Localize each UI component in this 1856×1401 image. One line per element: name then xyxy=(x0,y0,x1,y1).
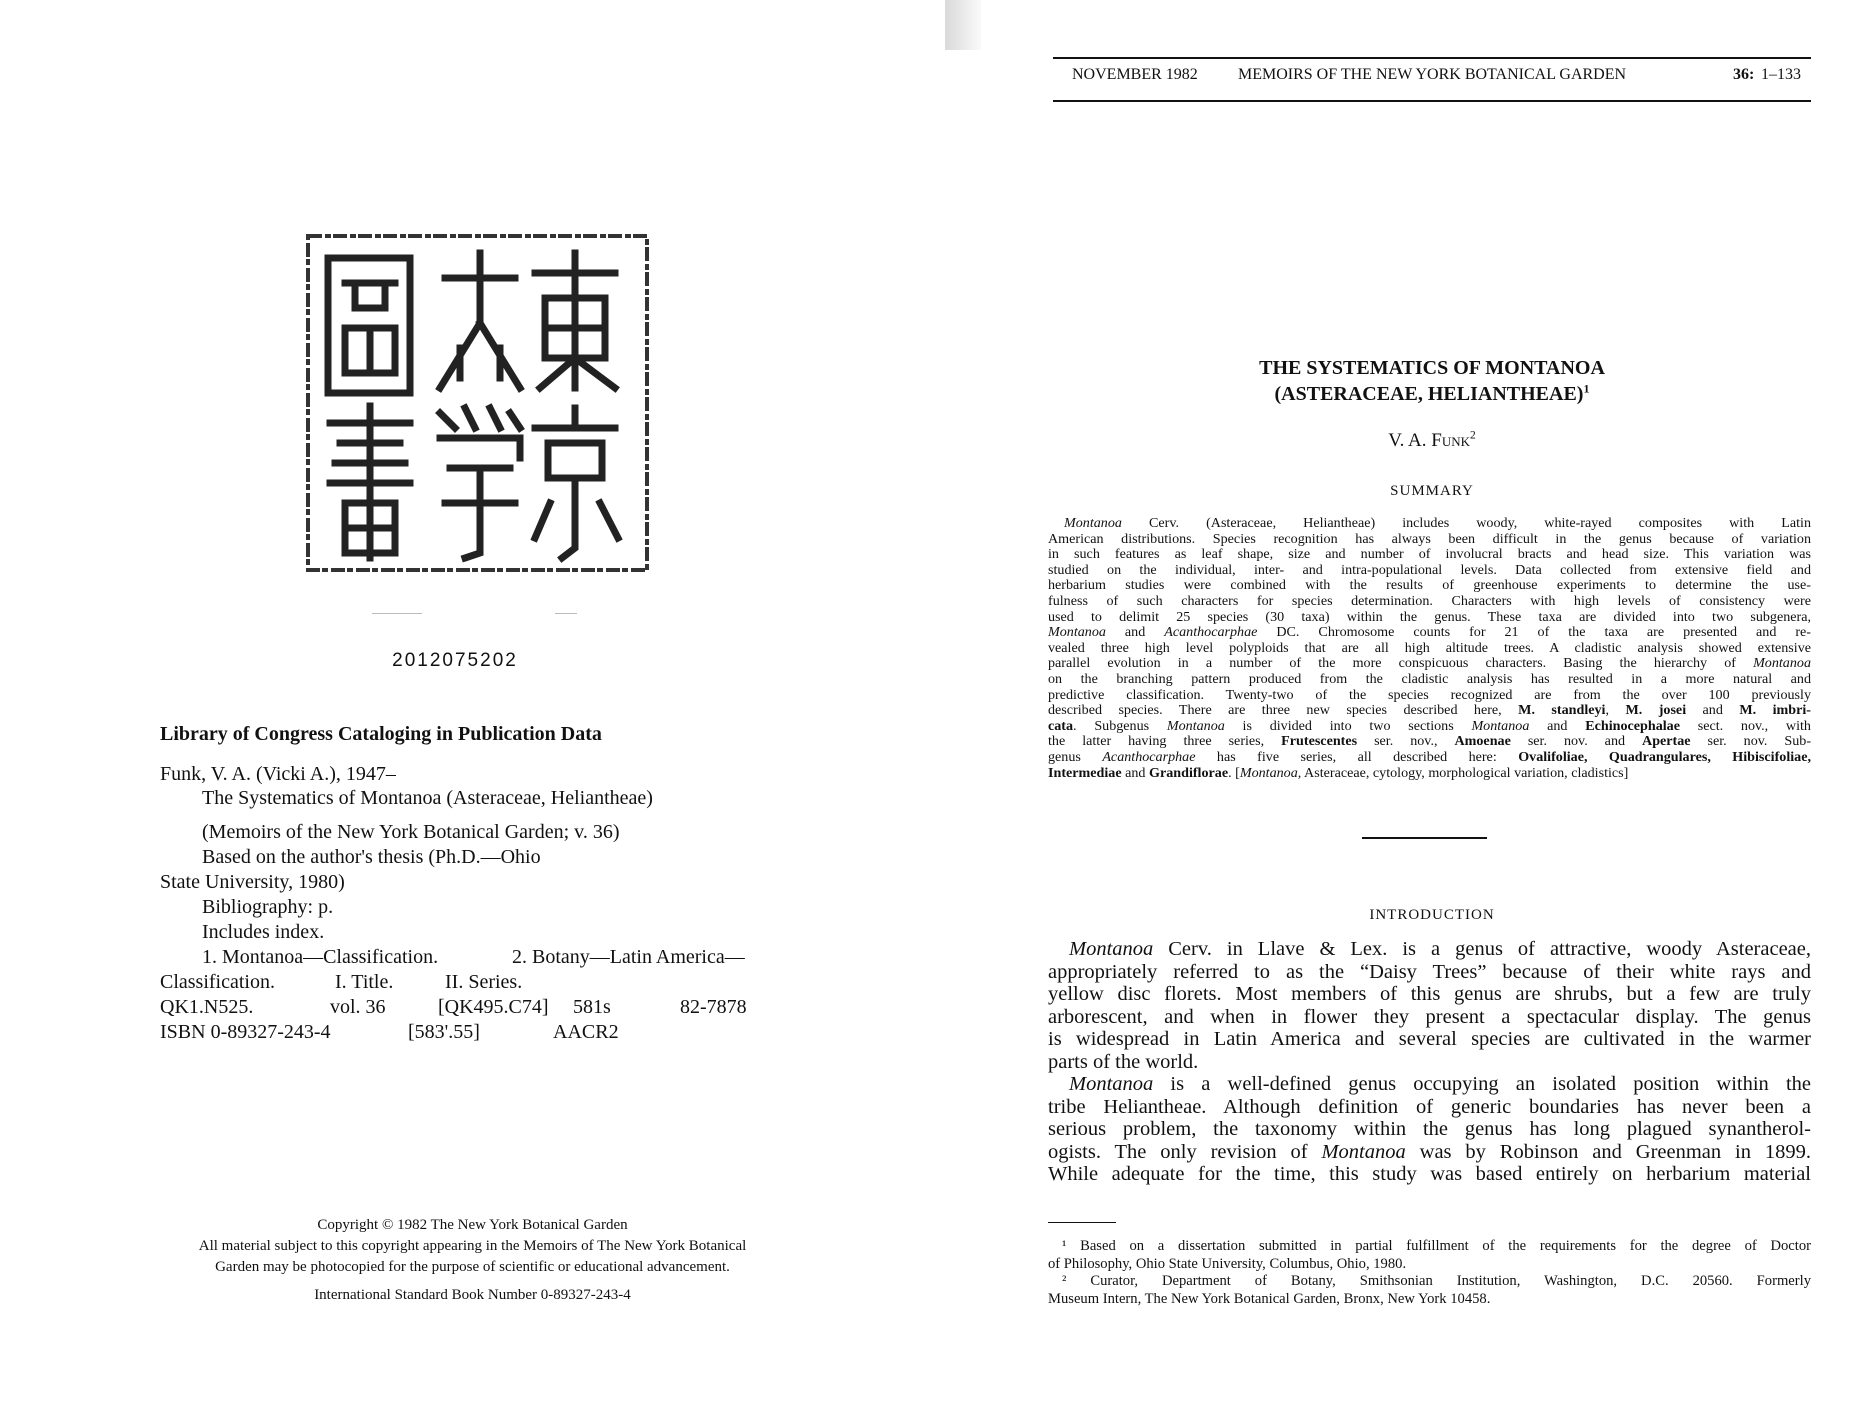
text-run: on the branching pattern produced from the cladistic analysis has resulted in a more natural and xyxy=(1048,670,1811,687)
catalog-line: The Systematics of Montanoa (Asteraceae, Heliantheae) xyxy=(202,787,653,809)
catalog-line: (Memoirs of the New York Botanical Garden; v. 36) xyxy=(202,821,620,843)
header-journal: MEMOIRS OF THE NEW YORK BOTANICAL GARDEN xyxy=(1238,66,1627,83)
bold-text: Intermediae xyxy=(1048,764,1122,781)
italic-text: Montanoa xyxy=(1166,717,1225,734)
copyright-line: Garden may be photocopied for the purpose of scientific or educational advancement. xyxy=(215,1259,730,1275)
intro-line xyxy=(1048,1141,1811,1164)
text-run: . [ xyxy=(1228,764,1240,781)
bold-text: cata xyxy=(1048,717,1074,734)
intro-line xyxy=(1048,983,1811,1006)
article-title xyxy=(1053,355,1811,407)
intro-line xyxy=(1048,1163,1811,1186)
text-run: . Subgenus xyxy=(1073,717,1167,734)
catalog-line: vol. 36 xyxy=(330,996,386,1018)
title-footnote-mark: 1 xyxy=(1583,381,1590,396)
bold-text: Ovalifoliae, Quadrangulares, Hibiscifoliae, xyxy=(1518,748,1811,765)
text-run: Cerv. (Asteraceae, Heliantheae) includes woody, white-rayed composites with Latin xyxy=(1121,515,1811,531)
catalog-line: Classification. xyxy=(160,971,275,993)
catalog-line: 1. Montanoa—Classification. xyxy=(202,946,439,968)
header-rule-bottom xyxy=(1053,100,1811,102)
bold-text: Echinocephalae xyxy=(1585,717,1680,734)
library-seal-stamp xyxy=(300,228,655,578)
catalog-line: Bibliography: p. xyxy=(202,896,334,918)
bold-text: Apertae xyxy=(1642,733,1691,750)
text-run: ser. nov. Sub- xyxy=(1690,733,1812,750)
author-initials: V. A. xyxy=(1388,430,1432,451)
intro-line xyxy=(1048,1096,1811,1119)
intro-line xyxy=(1048,1118,1811,1141)
intro-line xyxy=(1048,961,1811,984)
text-run: is divided into two sections xyxy=(1224,717,1472,734)
bold-text: Amoenae xyxy=(1454,733,1511,750)
catalog-line: State University, 1980) xyxy=(160,871,345,893)
summary-line xyxy=(1048,672,1811,688)
fn-line xyxy=(1048,1256,1811,1274)
text-run: used to delimit 25 species (30 taxa) within the genus. These taxa are divided into two subgenera, xyxy=(1048,608,1811,625)
text-run: ¹ Based on a dissertation submitted in partial fulfillment of the requirements for the degree of Doctor xyxy=(1062,1238,1811,1254)
bold-text: M. standleyi xyxy=(1518,702,1606,719)
catalog-line: 82-7878 xyxy=(680,996,747,1018)
catalog-line: Includes index. xyxy=(202,921,325,943)
text-run: and xyxy=(1121,764,1149,781)
text-run: Asteraceae, cytology, morphological variation, cladistics] xyxy=(1301,764,1629,781)
intro-line xyxy=(1048,938,1811,961)
catalog-line: II. Series. xyxy=(445,971,523,993)
title-line-2-text: (ASTERACEAE, HELIANTHEAE) xyxy=(1274,383,1584,405)
text-run: parallel evolution in a number of the more conspicuous characters. Basing the hierarchy of xyxy=(1048,655,1754,672)
text-run: the latter having three series, xyxy=(1048,733,1282,750)
catalog-line: AACR2 xyxy=(553,1021,619,1043)
text-run: is widespread in Latin America and several species are cultivated in the warmer xyxy=(1048,1028,1811,1050)
catalog-line: Funk, V. A. (Vicki A.), 1947– xyxy=(160,763,396,785)
call-number: 2012075202 xyxy=(392,650,518,671)
bold-text: M. imbri- xyxy=(1739,702,1811,719)
italic-text: Montanoa, xyxy=(1239,764,1302,781)
text-run: and xyxy=(1529,717,1586,734)
author-footnote-mark: 2 xyxy=(1469,429,1476,442)
summary-line xyxy=(1048,719,1811,735)
intro-line xyxy=(1048,1028,1811,1051)
copyright-line: Copyright © 1982 The New York Botanical Garden xyxy=(317,1217,628,1233)
bold-text: Grandiflorae xyxy=(1149,764,1229,781)
text-run: and xyxy=(1686,702,1740,719)
isbn-line: International Standard Book Number 0-89327-243-4 xyxy=(314,1287,631,1303)
text-run: studied on the individual, inter- and intra-populational levels. Data collected from extensive field and xyxy=(1048,561,1811,578)
catalog-line: I. Title. xyxy=(335,971,394,993)
summary-line xyxy=(1048,703,1811,719)
catalog-line: Based on the author's thesis (Ph.D.—Ohio xyxy=(202,846,541,868)
italic-text: Montanoa xyxy=(1069,1073,1154,1095)
text-run: Cerv. in Llave & Lex. is a genus of attractive, woody Asteraceae, xyxy=(1153,938,1811,960)
text-run: , xyxy=(1605,702,1626,719)
seal-graphic xyxy=(300,228,655,578)
header-volume: 36: xyxy=(1733,66,1755,83)
bold-text: Frutescentes xyxy=(1281,733,1358,750)
summary-line xyxy=(1048,563,1811,579)
text-run: sect. nov., with xyxy=(1679,717,1811,734)
italic-text: Acanthocarphae xyxy=(1102,748,1196,765)
author-surname: Funk xyxy=(1431,430,1470,451)
introduction-heading: INTRODUCTION xyxy=(1369,907,1495,923)
summary-line xyxy=(1048,734,1811,750)
text-run: vealed three high level polyploids that are all high altitude trees. A cladistic analysis showed extensive xyxy=(1048,639,1811,656)
summary-line xyxy=(1048,532,1811,548)
catalog-line: ISBN 0-89327-243-4 xyxy=(160,1021,331,1043)
page-gutter-shadow xyxy=(945,0,981,50)
catalog-line: 2. Botany—Latin America— xyxy=(512,946,745,968)
fn-line xyxy=(1048,1273,1811,1291)
text-run: predictive classification. Twenty-two of the species recognized are from the over 100 previously xyxy=(1048,686,1811,703)
catalog-line: [QK495.C74] xyxy=(438,996,549,1018)
text-run: arborescent, and when in flower they present a spectacular display. The genus xyxy=(1048,1005,1811,1028)
copyright-line: All material subject to this copyright appearing in the Memoirs of The New York Botanical xyxy=(198,1238,747,1254)
italic-text: Acanthocarphae xyxy=(1164,624,1258,641)
summary-heading: SUMMARY xyxy=(1390,483,1474,499)
text-run: of Philosophy, Ohio State University, Columbus, Ohio, 1980. xyxy=(1048,1255,1407,1272)
catalog-line: 581s xyxy=(573,996,611,1018)
text-run: ser. nov., xyxy=(1357,733,1455,750)
footnotes xyxy=(1048,1238,1811,1308)
text-run: and xyxy=(1105,624,1165,641)
fn-line xyxy=(1048,1291,1811,1309)
seal-dash-left xyxy=(372,613,422,614)
text-run: in such features as leaf shape, size and number of involucral bracts and head size. This variation was xyxy=(1048,546,1811,563)
catalog-line: [583'.55] xyxy=(408,1021,480,1043)
text-run: ser. nov. and xyxy=(1510,733,1643,750)
summary-line xyxy=(1048,516,1811,532)
header-pages: 1–133 xyxy=(1761,66,1801,83)
text-run: American distributions. Species recognition has always been difficult in the genus because of variation xyxy=(1048,530,1811,547)
summary-line xyxy=(1048,641,1811,657)
text-run: was by Robinson and Greenman in 1899. xyxy=(1405,1140,1811,1163)
summary-line xyxy=(1048,656,1811,672)
text-run: DC. Chromosome counts for 21 of the taxa are presented and re- xyxy=(1257,624,1811,641)
seal-dash-right xyxy=(555,613,577,614)
intro-line xyxy=(1048,1051,1811,1074)
text-run: herbarium studies were combined with the results of greenhouse experiments to determine the use- xyxy=(1048,577,1811,594)
cataloging-heading: Library of Congress Cataloging in Publication Data xyxy=(160,723,602,745)
text-run: fulness of such characters for species determination. Characters with high levels of consistency were xyxy=(1048,592,1811,609)
italic-text: Montanoa xyxy=(1064,515,1122,531)
header-rule-top xyxy=(1053,57,1811,59)
summary-line xyxy=(1048,766,1811,782)
catalog-line: QK1.N525. xyxy=(160,996,254,1018)
section-separator xyxy=(1362,837,1487,839)
text-run: genus xyxy=(1048,748,1103,765)
title-line-1: THE SYSTEMATICS OF MONTANOA xyxy=(1259,357,1605,379)
italic-text: Montanoa xyxy=(1048,624,1106,641)
author-byline xyxy=(1053,430,1811,452)
summary-line xyxy=(1048,547,1811,563)
intro-line xyxy=(1048,1006,1811,1029)
italic-text: Montanoa xyxy=(1069,938,1154,960)
summary-line xyxy=(1048,625,1811,641)
text-run: described species. There are three new species described here, xyxy=(1048,702,1519,719)
header-date: NOVEMBER 1982 xyxy=(1072,66,1198,83)
summary-line xyxy=(1048,578,1811,594)
text-run: While adequate for the time, this study was based entirely on herbarium material xyxy=(1048,1163,1811,1185)
summary-paragraph xyxy=(1048,516,1811,781)
text-run: is a well-defined genus occupying an isolated position within the xyxy=(1153,1073,1811,1095)
footnote-rule xyxy=(1048,1222,1116,1223)
summary-line xyxy=(1048,750,1811,766)
text-run: yellow disc florets. Most members of this genus are shrubs, but a few are truly xyxy=(1048,983,1811,1005)
summary-line xyxy=(1048,594,1811,610)
summary-line xyxy=(1048,610,1811,626)
introduction-text xyxy=(1048,938,1811,1186)
italic-text: Montanoa xyxy=(1471,717,1530,734)
text-run: appropriately referred to as the “Daisy Trees” because of their white rays and xyxy=(1048,960,1811,983)
text-run: has five series, all described here: xyxy=(1195,748,1519,765)
summary-line xyxy=(1048,688,1811,704)
title-line-2 xyxy=(1053,381,1811,407)
text-run: ogists. The only revision of xyxy=(1048,1140,1322,1163)
fn-line xyxy=(1048,1238,1811,1256)
text-run: serious problem, the taxonomy within the genus has long plagued synantherol- xyxy=(1048,1118,1811,1140)
italic-text: Montanoa xyxy=(1321,1140,1406,1163)
intro-line xyxy=(1048,1073,1811,1096)
text-run: tribe Heliantheae. Although definition of generic boundaries has never been a xyxy=(1048,1095,1811,1118)
italic-text: Montanoa xyxy=(1753,655,1811,672)
bold-text: M. josei xyxy=(1625,702,1687,719)
text-run: ² Curator, Department of Botany, Smithsonian Institution, Washington, D.C. 20560. Formerly xyxy=(1062,1273,1811,1289)
text-run: parts of the world. xyxy=(1048,1050,1199,1073)
text-run: Museum Intern, The New York Botanical Garden, Bronx, New York 10458. xyxy=(1048,1290,1491,1307)
